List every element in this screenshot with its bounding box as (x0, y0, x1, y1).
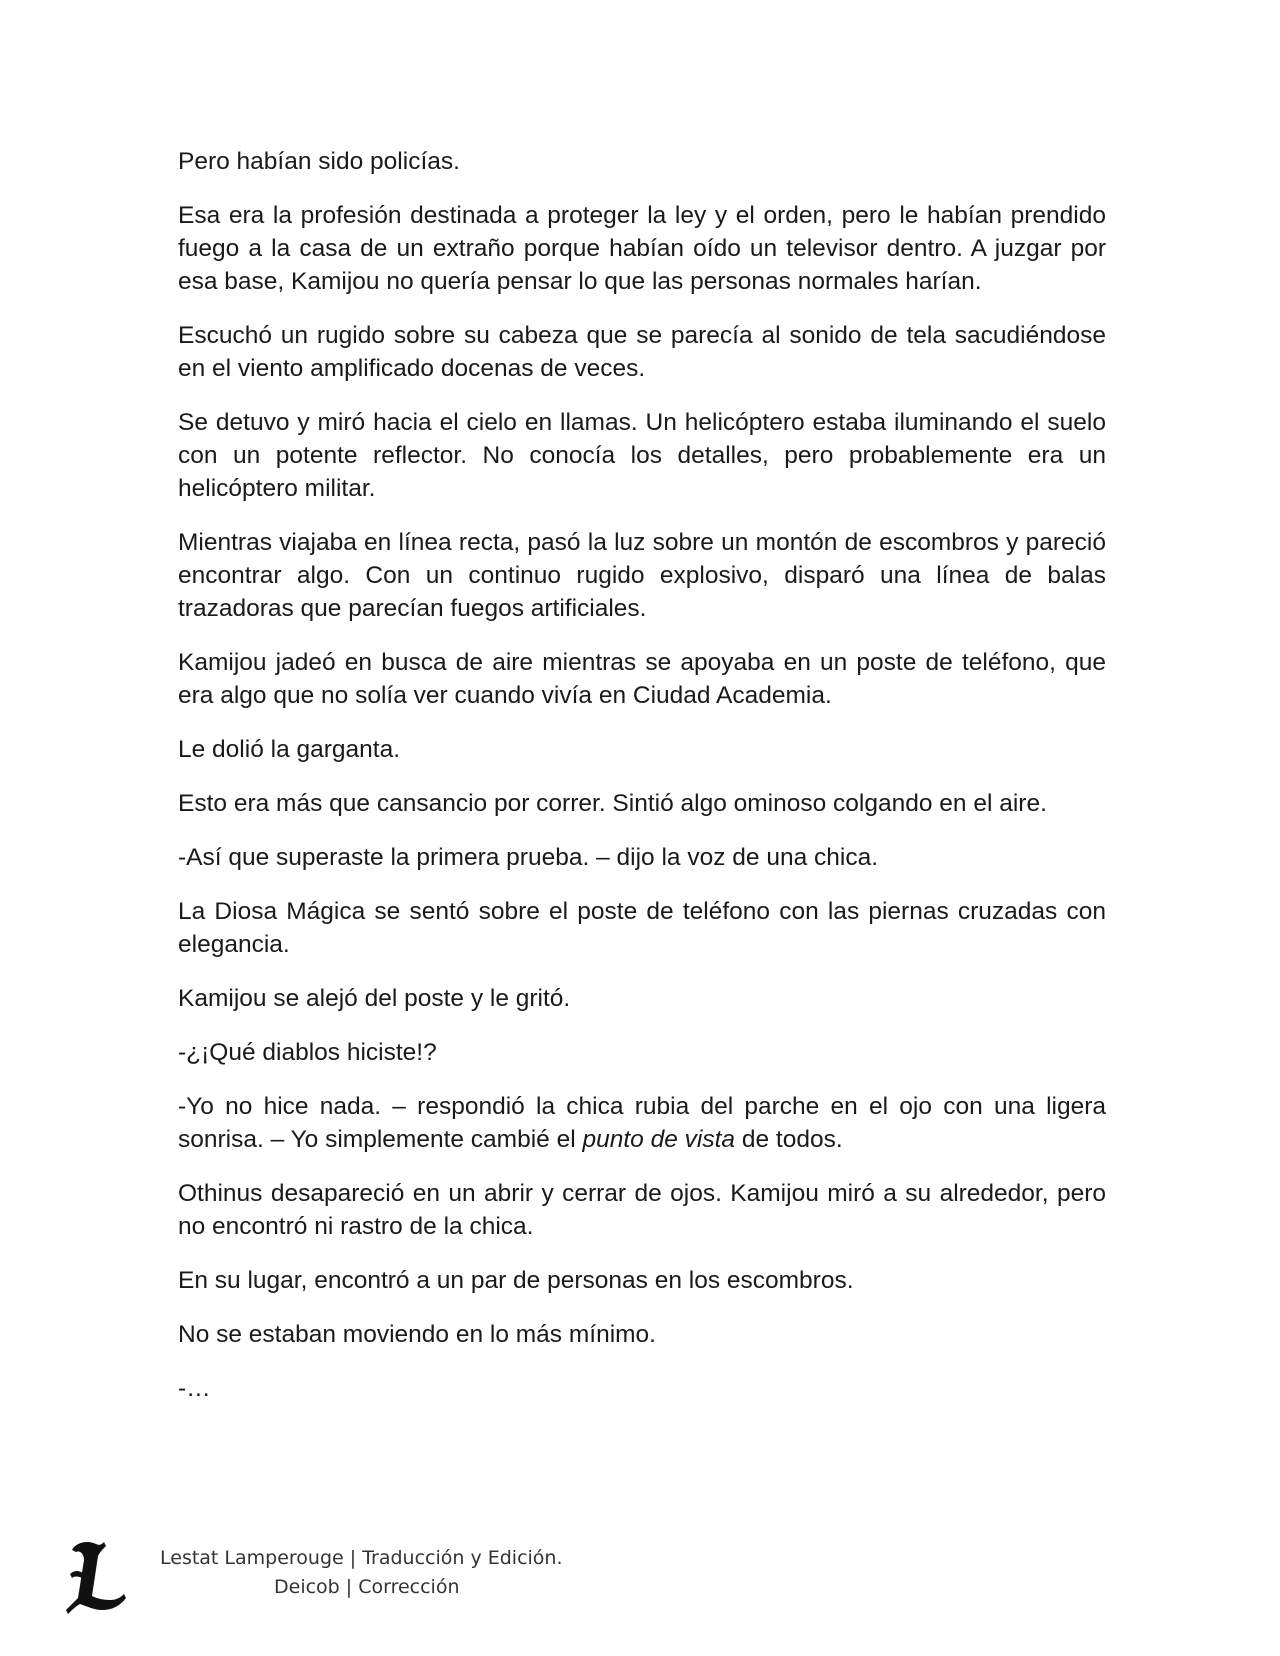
paragraph: No se estaban moviendo en lo más mínimo. (178, 1321, 656, 1348)
paragraph: En su lugar, encontró a un par de personas en los escombros. (178, 1267, 854, 1294)
paragraph: Mientras viajaba en línea recta, pasó la luz sobre un montón de escombros y pareció encontrar algo. Con un continuo rugido explosivo, disparó una línea de balas trazadoras que parecían fuegos artificiales. (178, 529, 1106, 622)
credit-translation: Lestat Lamperouge | Traducción y Edición. (160, 1547, 563, 1569)
dialogue-paragraph: -Así que superaste la primera prueba. – dijo la voz de una chica. (178, 844, 879, 871)
paragraph: Kamijou jadeó en busca de aire mientras se apoyaba en un poste de teléfono, que era algo que no solía ver cuando vivía en Ciudad Academia. (178, 649, 1106, 709)
paragraph: Pero habían sido policías. (178, 148, 460, 175)
paragraph: Esto era más que cansancio por correr. Sintió algo ominoso colgando en el aire. (178, 790, 1047, 817)
dialogue-text-after: de todos. (735, 1126, 843, 1153)
credit-correction: Deicob | Corrección (274, 1576, 460, 1598)
emphasized-text: punto de vista (582, 1126, 736, 1153)
credits (160, 1544, 563, 1602)
dialogue-text-before: -Yo no hice nada. – respondió la chica rubia del parche en el ojo con una ligera sonrisa. – Yo simplemente cambié el (178, 1093, 1106, 1153)
paragraph: Othinus desapareció en un abrir y cerrar de ojos. Kamijou miró a su alrededor, pero no encontró ni rastro de la chica. (178, 1180, 1106, 1240)
page-body (178, 145, 1106, 1405)
gothic-l-logo (66, 1540, 128, 1616)
paragraph: Le dolió la garganta. (178, 736, 401, 763)
paragraph: Kamijou se alejó del poste y le gritó. (178, 985, 571, 1012)
paragraph: Se detuvo y miró hacia el cielo en llamas. Un helicóptero estaba iluminando el suelo con un potente reflector. No conocía los detalles, pero probablemente era un helicóptero militar. (178, 409, 1106, 502)
paragraph: Esa era la profesión destinada a proteger la ley y el orden, pero le habían prendido fuego a la casa de un extraño porque habían oído un televisor dentro. A juzgar por esa base, Kamijou no quería pensar lo que las personas normales harían. (178, 202, 1106, 295)
paragraph: La Diosa Mágica se sentó sobre el poste de teléfono con las piernas cruzadas con elegancia. (178, 898, 1106, 958)
page-footer (66, 1540, 766, 1620)
dialogue-paragraph: -… (178, 1375, 211, 1402)
dialogue-paragraph: -¿¡Qué diablos hiciste!? (178, 1039, 437, 1066)
paragraph: Escuchó un rugido sobre su cabeza que se parecía al sonido de tela sacudiéndose en el viento amplificado docenas de veces. (178, 322, 1106, 382)
dialogue-paragraph-with-emphasis (178, 1090, 1106, 1156)
